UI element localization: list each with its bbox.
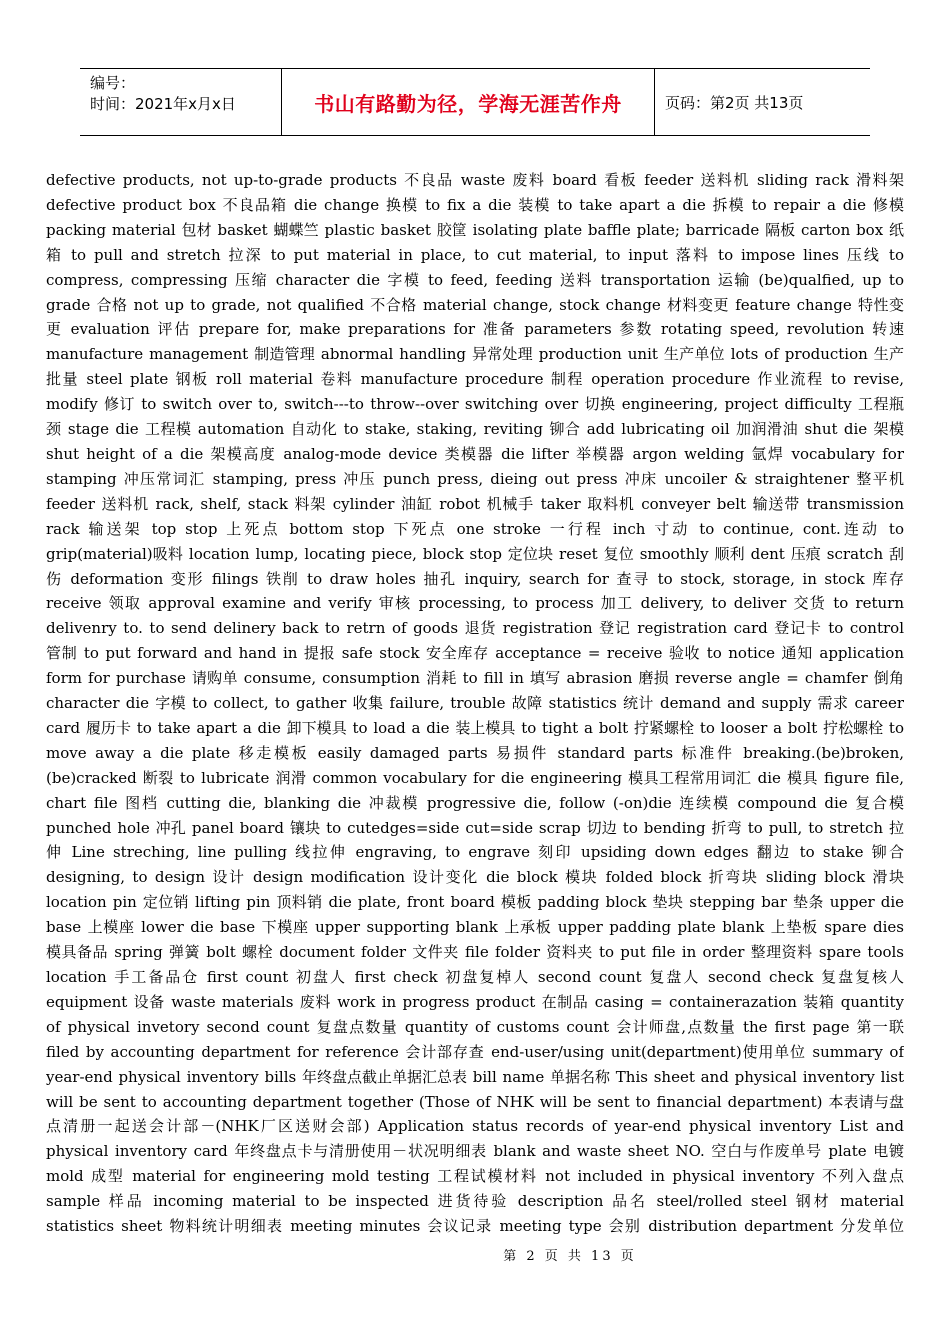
- date-label: 时间：2021年x月x日: [90, 95, 236, 113]
- doc-number-label: 编号：: [90, 74, 136, 92]
- header-motto: 书山有路勤为径，学海无涯苦作舟: [314, 91, 622, 116]
- header-motto-cell: [281, 69, 655, 135]
- page-info-text: 页码：第2页 共13页: [665, 93, 804, 112]
- page-footer: [0, 1245, 950, 1264]
- footer-page-number: 第 2 页 共 13 页: [503, 1249, 637, 1264]
- vocabulary-body: [46, 168, 904, 1234]
- header-page-info: [655, 69, 870, 135]
- header-meta: [80, 69, 281, 135]
- page-header: [80, 68, 870, 136]
- vocabulary-paragraph: defective products, not up-to-grade products 不良品 waste 废料 board 看板 feeder 送料机 sliding rack 滑料架 defective product box 不良品箱 die change 换模 to fix a die 装模 to take apart a die 拆模 to repair a die 修模 packing material 包材 basket 蝴蝶竺 plastic basket 胶筐 isolating plate baffle plate; barricade 隔板 carton box 纸箱 to pull and stretch 拉深 to put material in place, to cut material, to input 落料 to impose lines 压线 to compress, compressing 压缩 character die 字模 to feed, feeding 送料 transportation 运输 (be)qualfied, up to grade 合格 not up to grade, not qualified 不合格 material change, stock change 材料变更 feature change 特性变更 evaluation 评估 prepare for, make preparations for 准备 parameters 参数 rotating speed, revolution 转速 manufacture management 制造管理 abnormal handling 异常处理 production unit 生产单位 lots of production 生产批量 steel plate 钢板 roll material 卷料 manufacture procedure 制程 operation procedure 作业流程 to revise, modify 修订 to switch over to, switch---to throw--over switching over 切换 engineering, project difficulty 工程瓶颈 stage die 工程模 automation 自动化 to stake, staking, reviting 铆合 add lubricating oil 加润滑油 shut die 架模 shut height of a die 架模高度 analog-mode device 类模器 die lifter 举模器 argon welding 氩焊 vocabulary for stamping 冲压常词汇 stamping, press 冲压 punch press, dieing out press 冲床 uncoiler & straightener 整平机 feeder 送料机 rack, shelf, stack 料架 cylinder 油缸 robot 机械手 taker 取料机 conveyer belt 输送带 transmission rack 输送架 top stop 上死点 bottom stop 下死点 one stroke 一行程 inch 寸动 to continue, cont.连动 to grip(material)吸料 location lump, locating piece, block stop 定位块 reset 复位 smoothly 顺利 dent 压痕 scratch 刮伤 deformation 变形 filings 铁削 to draw holes 抽孔 inquiry, search for 查寻 to stock, storage, in stock 库存 receive 领取 approval examine and verify 审核 processing, to process 加工 delivery, to deliver 交货 to return delivenry to. to send delinery back to retrn of goods 退货 registration 登记 registration card 登记卡 to control 管制 to put forward and hand in 提报 safe stock 安全库存 acceptance = receive 验收 to notice 通知 application form for purchase 请购单 consume, consumption 消耗 to fill in 填写 abrasion 磨损 reverse angle = chamfer 倒角 character die 字模 to collect, to gather 收集 failure, trouble 故障 statistics 统计 demand and supply 需求 career card 履历卡 to take apart a die 卸下模具 to load a die 装上模具 to tight a bolt 拧紧螺栓 to looser a bolt 拧松螺栓 to move away a die plate 移走模板 easily damaged parts 易损件 standard parts 标准件 breaking.(be)broken, (be)cracked 断裂 to lubricate 润滑 common vocabulary for die engineering 模具工程常用词汇 die 模具 figure file, chart file 图档 cutting die, blanking die 冲裁模 progressive die, follow (-on)die 连续模 compound die 复合模 punched hole 冲孔 panel board 镶块 to cutedges=side cut=side scrap 切边 to bending 折弯 to pull, to stretch 拉伸 Line streching, line pulling 线拉伸 engraving, to engrave 刻印 upsiding down edges 翻边 to stake 铆合 designing, to design 设计 design modification 设计变化 die block 模块 folded block 折弯块 sliding block 滑块 location pin 定位销 lifting pin 顶料销 die plate, front board 模板 padding block 垫块 stepping bar 垫条 upper die base 上模座 lower die base 下模座 upper supporting blank 上承板 upper padding plate blank 上垫板 spare dies 模具备品 spring 弹簧 bolt 螺栓 document folder 文件夹 file folder 资料夹 to put file in order 整理资料 spare tools location 手工备品仓 first count 初盘人 first check 初盘复棹人 second count 复盘人 second check 复盘复核人 equipment 设备 waste materials 废料 work in progress product 在制品 casing = containerazation 装箱 quantity of physical invetory second count 复盘点数量 quantity of customs count 会计师盘,点数量 the first page 第一联 filed by accounting department for reference 会计部存查 end-user/using unit(department)使用单位 summary of year-end physical inventory bills 年终盘点截止单据汇总表 bill name 单据名称 This sheet and physical inventory list will be sent to accounting department together (Those of NHK will be sent to financial department) 本表请与盘点清册一起送会计部－(NHK厂区送财会部) Application status records of year-end physical inventory List and physical inventory card 年终盘点卡与清册使用－状况明细表 blank and waste sheet NO. 空白与作废单号 plate 电镀 mold 成型 material for engineering mold testing 工程试模材料 not included in physical inventory 不列入盘点 sample 样品 incoming material to be inspected 进货待验 description 品名 steel/rolled steel 钢材 material statistics sheet 物料统计明细表 meeting minutes 会议记录 meeting type 会别 distribution department 分发单位: [46, 171, 904, 1234]
